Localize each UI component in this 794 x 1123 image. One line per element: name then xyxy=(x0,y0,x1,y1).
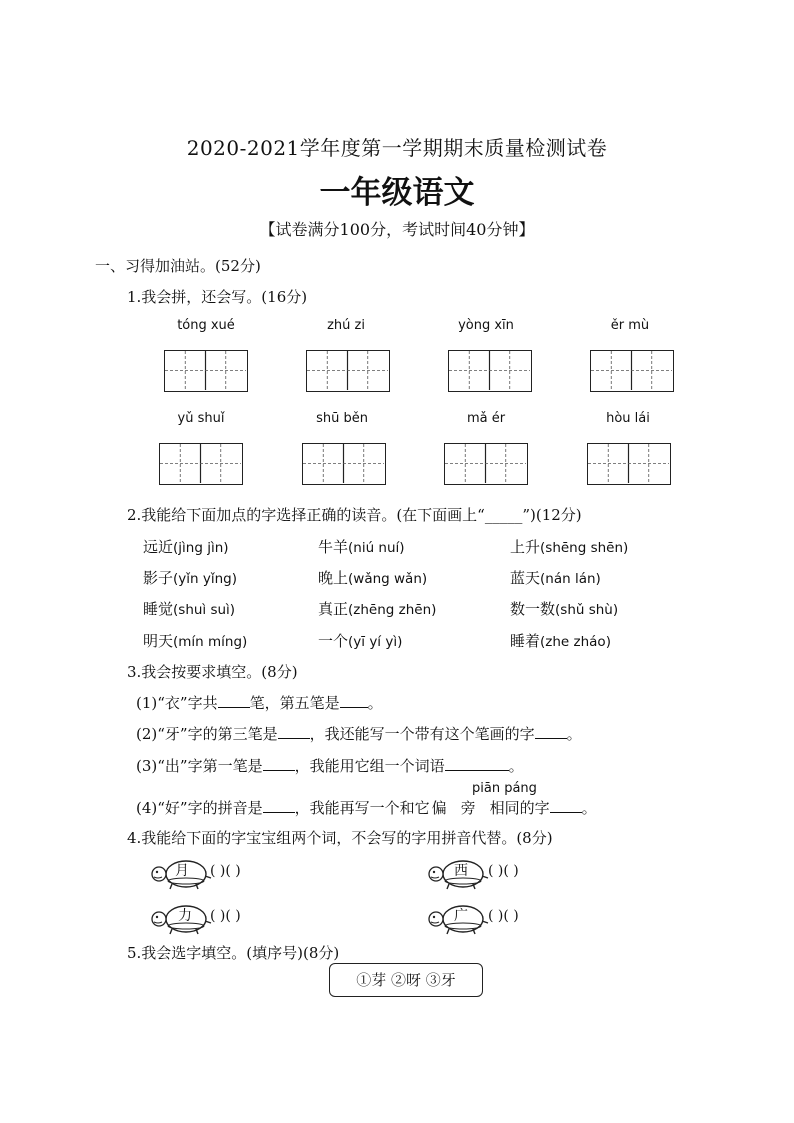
answer-blank[interactable] xyxy=(263,756,295,771)
pinyin-label: shū běn xyxy=(316,411,368,426)
fill-line-3: (3)“出”字第一笔是 ，我能用它组一个词语 。 xyxy=(136,757,524,775)
reading-item[interactable]: 真正(zhēng zhēn) xyxy=(318,600,437,618)
writing-grid[interactable] xyxy=(590,350,674,392)
answer-blank[interactable] xyxy=(278,724,310,739)
writing-grid[interactable] xyxy=(306,350,390,392)
question-3-label: 3.我会按要求填空。(8分) xyxy=(127,663,298,681)
answer-parentheses[interactable]: ( )( ) xyxy=(210,863,241,879)
pinyin-label: ěr mù xyxy=(610,318,650,333)
reading-item[interactable]: 蓝天(nán lán) xyxy=(510,569,601,587)
fill-line-1: (1)“衣”字共 笔，第五笔是 。 xyxy=(136,694,383,712)
reading-item[interactable]: 数一数(shǔ shù) xyxy=(510,600,619,618)
exam-title: 2020-2021学年度第一学期期末质量检测试卷 xyxy=(186,136,608,160)
pinyin-label: zhú zi xyxy=(327,318,365,333)
reading-item[interactable]: 晚上(wǎng wǎn) xyxy=(318,569,428,587)
character-label: 广 xyxy=(454,908,468,924)
pinyin-label: tóng xué xyxy=(177,318,235,333)
question-1-label: 1.我会拼，还会写。(16分) xyxy=(127,288,308,306)
writing-grid[interactable] xyxy=(164,350,248,392)
pinyin-label: mǎ ér xyxy=(466,411,506,426)
reading-item[interactable]: 睡觉(shuì suì) xyxy=(143,600,236,618)
section-heading: 一、习得加油站。(52分) xyxy=(95,257,261,275)
question-4-label: 4.我能给下面的字宝宝组两个词，不会写的字用拼音代替。(8分) xyxy=(127,829,553,847)
reading-item[interactable]: 远近(jìng jìn) xyxy=(143,538,229,556)
fill-line-2: (2)“牙”字的第三笔是 ，我还能写一个带有这个笔画的字 。 xyxy=(136,725,582,743)
answer-blank[interactable] xyxy=(550,798,582,813)
answer-parentheses[interactable]: ( )( ) xyxy=(488,908,519,924)
pinyin-label: yòng xīn xyxy=(458,318,514,333)
pinyin-label: hòu lái xyxy=(606,411,650,426)
reading-item[interactable]: 上升(shēng shēn) xyxy=(510,538,629,556)
writing-grid[interactable] xyxy=(448,350,532,392)
question-5-label: 5.我会选字填空。(填序号)(8分) xyxy=(127,944,340,962)
fill-line-4: (4)“好”字的拼音是 ，我能再写一个和它 偏 旁 相同的字 。 xyxy=(136,799,597,817)
reading-item[interactable]: 睡着(zhe zháo) xyxy=(510,632,611,650)
subject-title: 一年级语文 xyxy=(319,175,475,211)
reading-item[interactable]: 影子(yǐn yǐng) xyxy=(143,569,238,587)
writing-grid[interactable] xyxy=(444,443,528,485)
exam-note: 【试卷满分100分，考试时间40分钟】 xyxy=(259,220,535,239)
question-2-label: 2.我能给下面加点的字选择正确的读音。(在下面画上“_____”)(12分) xyxy=(127,506,582,524)
character-label: 西 xyxy=(454,863,468,879)
writing-grid[interactable] xyxy=(587,443,671,485)
pinyin-label: yǔ shuǐ xyxy=(177,411,225,426)
answer-blank[interactable] xyxy=(263,798,295,813)
answer-parentheses[interactable]: ( )( ) xyxy=(210,908,241,924)
character-label: 力 xyxy=(178,908,192,924)
answer-blank[interactable] xyxy=(218,693,250,708)
reading-item[interactable]: 牛羊(niú nuí) xyxy=(318,538,405,556)
reading-item[interactable]: 一个(yī yí yì) xyxy=(318,632,403,650)
character-label: 月 xyxy=(175,863,189,879)
answer-blank[interactable] xyxy=(445,756,509,771)
radical-pinyin: piān páng xyxy=(472,781,537,796)
writing-grid[interactable] xyxy=(159,443,243,485)
answer-blank[interactable] xyxy=(340,693,368,708)
answer-blank[interactable] xyxy=(535,724,567,739)
choice-box: ①芽 ②呀 ③牙 xyxy=(329,963,483,997)
reading-item[interactable]: 明天(mín míng) xyxy=(143,632,248,650)
answer-parentheses[interactable]: ( )( ) xyxy=(488,863,519,879)
writing-grid[interactable] xyxy=(302,443,386,485)
